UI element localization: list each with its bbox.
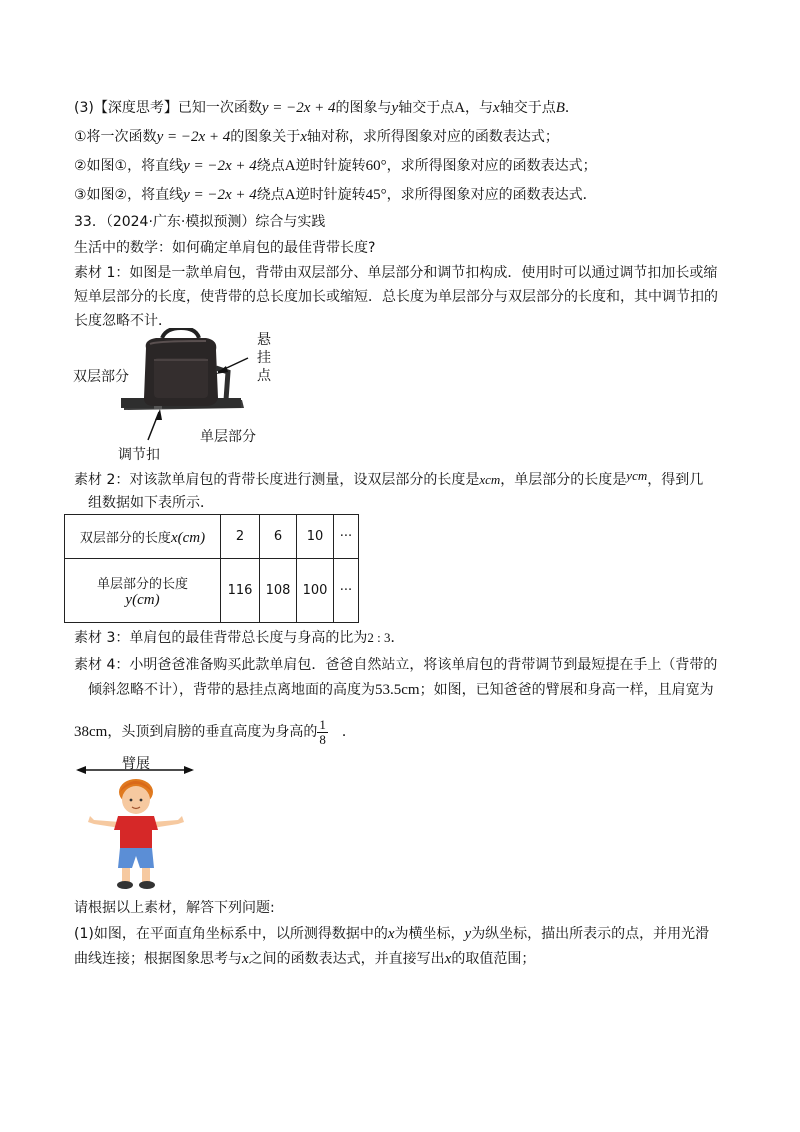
q3-heading: (3)【深度思考】已知一次函数y = −2x + 4的图象与y轴交于点A，与x轴交于点B． <box>74 100 579 116</box>
table-cell: 116 <box>221 559 260 623</box>
label-hang-2: 挂 <box>257 350 271 366</box>
table-cell: 108 <box>260 559 297 623</box>
func-expression: y = −2x + 4 <box>261 100 336 116</box>
label-buckle: 调节扣 <box>118 447 160 463</box>
material-2-line-1: 素材 2：对该款单肩包的背带长度进行测量，设双层部分的长度是xcm，单层部分的长度是ycm，得到几 <box>74 468 704 488</box>
boy-figure <box>74 760 198 892</box>
q3-sub-1: ①将一次函数y = −2x + 4的图象关于x轴对称，求所得图象对应的函数表达式； <box>74 129 559 145</box>
boy-illustration <box>74 760 198 892</box>
label-hang-1: 悬 <box>257 332 271 348</box>
part-1-line-2: 曲线连接；根据图象思考与x之间的函数表达式，并直接写出x的取值范围； <box>74 951 536 967</box>
data-table <box>64 514 359 623</box>
material-4-line-1: 素材 4：小明爸爸准备购买此款单肩包．爸爸自然站立，将该单肩包的背带调节到最短提在手上（背带的 <box>74 657 718 673</box>
material-1-line-3: 长度忽略不计． <box>74 313 172 329</box>
q33-header: 33．（2024·广东·模拟预测）综合与实践 <box>74 214 326 230</box>
label-hang-3: 点 <box>257 368 271 384</box>
q33-life-question: 生活中的数学：如何确定单肩包的最佳背带长度? <box>74 240 376 256</box>
instructions: 请根据以上素材，解答下列问题: <box>74 900 275 916</box>
material-2-line-2: 组数据如下表所示． <box>88 495 214 511</box>
fraction-one-eighth: $\frac{1}{8}$ <box>319 716 326 747</box>
table-cell: ··· <box>334 559 359 623</box>
material-3: 素材 3：单肩包的最佳背带总长度与身高的比为2 : 3． <box>74 630 405 646</box>
table-cell: ··· <box>334 515 359 559</box>
material-4-line-2: 倾斜忽略不计），背带的悬挂点离地面的高度为53.5cm；如图，已知爸爸的臂展和身高一样，且肩宽为 <box>88 682 714 698</box>
label-double-layer: 双层部分 <box>73 369 129 385</box>
label-single-layer: 单层部分 <box>200 429 256 445</box>
material-4-line-3: 38cm，头顶到肩膀的垂直高度为身高的 $\frac{1}{8}$ ． <box>74 716 356 747</box>
material-1-line-2: 短单层部分的长度，使背带的总长度加长或缩短．总长度为单层部分与双层部分的长度和，其中调节扣的 <box>74 289 718 305</box>
table-cell: 10 <box>297 515 334 559</box>
table-cell: 2 <box>221 515 260 559</box>
q3-sub-3: ③如图②，将直线y = −2x + 4绕点A逆时针旋转45°，求所得图象对应的函数表达式． <box>74 187 597 203</box>
table-row <box>65 559 359 623</box>
table-row <box>65 515 359 559</box>
table-cell: 100 <box>297 559 334 623</box>
part-1-line-1: (1)如图，在平面直角坐标系中，以所测得数据中的x为横坐标，y为纵坐标，描出所表示的点，并用光滑 <box>74 926 710 942</box>
row2-header: 单层部分的长度 y(cm) <box>65 559 221 623</box>
arm-span-label: 臂展 <box>122 756 150 772</box>
table-cell: 6 <box>260 515 297 559</box>
q3-sub-2: ②如图①，将直线y = −2x + 4绕点A逆时针旋转60°，求所得图象对应的函数表达式； <box>74 158 597 174</box>
row1-header: 双层部分的长度x(cm) <box>65 515 221 559</box>
material-1-line-1: 素材 1：如图是一款单肩包，背带由双层部分、单层部分和调节扣构成．使用时可以通过调节扣加长或缩 <box>74 265 718 281</box>
